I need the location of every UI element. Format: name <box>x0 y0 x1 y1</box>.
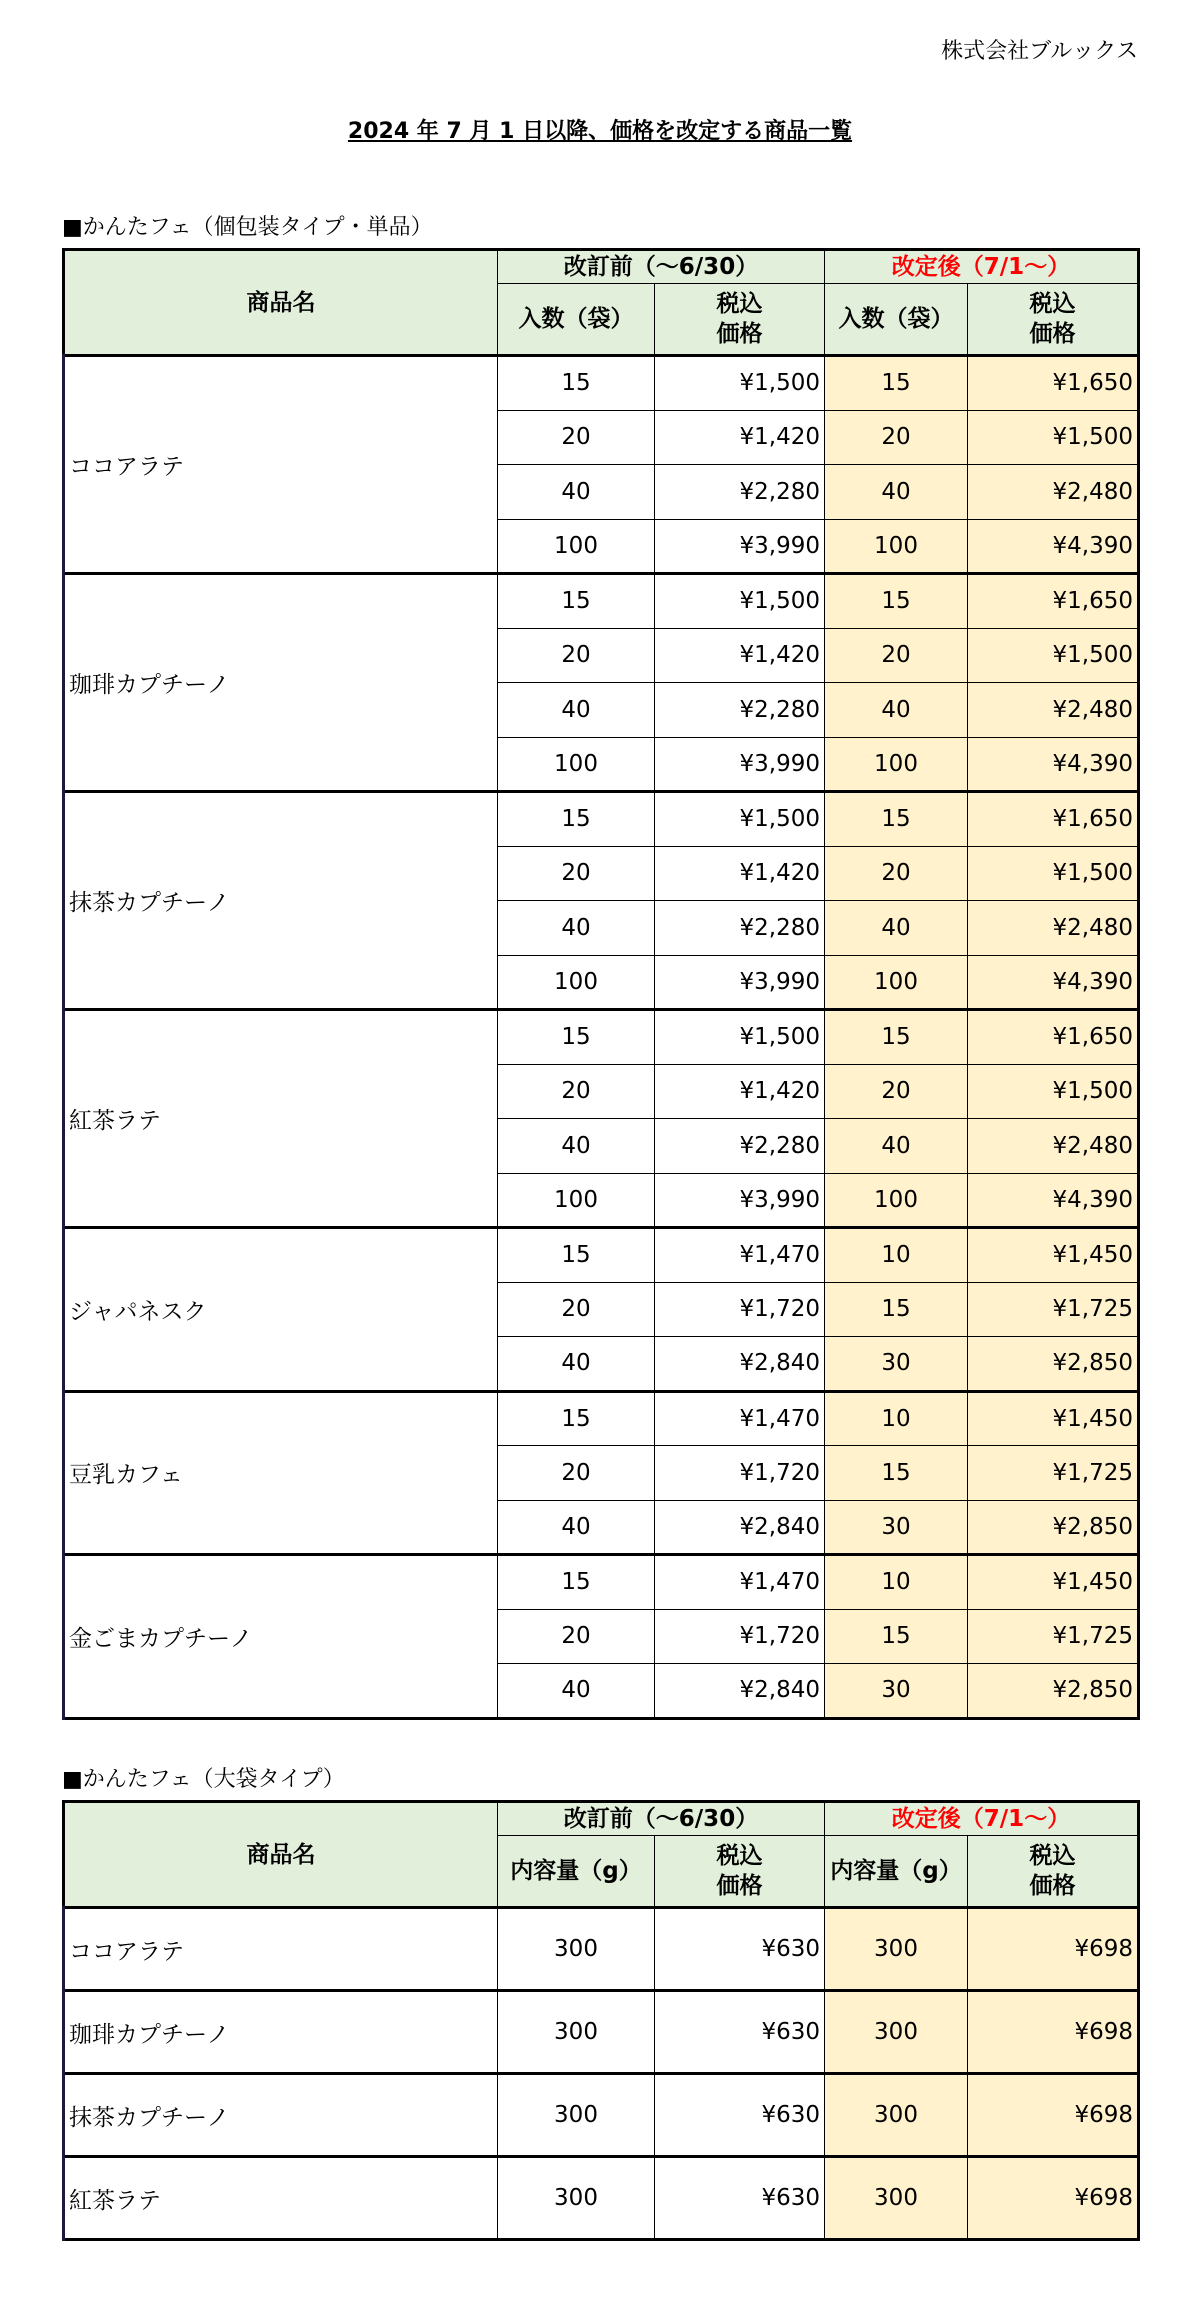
product-name: 豆乳カフェ <box>64 1391 498 1555</box>
before-price: ¥630 <box>655 2074 825 2157</box>
after-qty: 100 <box>825 737 968 792</box>
product-name: 紅茶ラテ <box>64 2157 498 2240</box>
after-qty: 15 <box>825 1609 968 1664</box>
after-qty: 30 <box>825 1664 968 1719</box>
after-qty: 20 <box>825 1064 968 1119</box>
after-price: ¥1,500 <box>968 1064 1139 1119</box>
after-qty: 20 <box>825 846 968 901</box>
after-qty: 40 <box>825 1119 968 1174</box>
after-price: ¥4,390 <box>968 955 1139 1010</box>
after-qty: 20 <box>825 628 968 683</box>
after-qty: 40 <box>825 683 968 738</box>
before-qty: 100 <box>498 955 655 1010</box>
after-price: ¥1,650 <box>968 1010 1139 1065</box>
section2-title: ■かんたフェ（大袋タイプ） <box>62 1767 345 1792</box>
company-name: 株式会社ブルックス <box>941 39 1138 64</box>
before-qty: 15 <box>498 1555 655 1610</box>
header-before-qty: 入数（袋） <box>498 284 655 356</box>
header-product-name: 商品名 <box>64 250 498 356</box>
after-price: ¥2,850 <box>968 1500 1139 1555</box>
table-row <box>64 1555 1139 1610</box>
before-price: ¥2,840 <box>655 1664 825 1719</box>
table-row <box>64 574 1139 629</box>
before-qty: 100 <box>498 737 655 792</box>
header-after-qty: 入数（袋） <box>825 284 968 356</box>
before-qty: 20 <box>498 628 655 683</box>
before-qty: 40 <box>498 1337 655 1392</box>
table-row <box>64 792 1139 847</box>
table-row <box>64 1228 1139 1283</box>
product-name: ココアラテ <box>64 1908 498 1991</box>
before-price: ¥3,990 <box>655 519 825 574</box>
after-qty: 15 <box>825 792 968 847</box>
after-qty: 15 <box>825 1446 968 1501</box>
after-price: ¥2,850 <box>968 1664 1139 1719</box>
product-name: 珈琲カプチーノ <box>64 574 498 792</box>
before-qty: 15 <box>498 1010 655 1065</box>
before-qty: 15 <box>498 356 655 411</box>
table-row <box>64 356 1139 411</box>
before-qty: 15 <box>498 1391 655 1446</box>
before-qty: 40 <box>498 465 655 520</box>
header-before-qty: 内容量（g） <box>498 1836 655 1908</box>
header-after-price: 税込 価格 <box>968 284 1139 356</box>
before-price: ¥3,990 <box>655 1173 825 1228</box>
before-price: ¥3,990 <box>655 955 825 1010</box>
after-qty: 40 <box>825 465 968 520</box>
after-price: ¥1,500 <box>968 628 1139 683</box>
after-qty: 15 <box>825 1010 968 1065</box>
document-title: 2024 年 7 月 1 日以降、価格を改定する商品一覧 <box>347 119 853 144</box>
before-qty: 40 <box>498 901 655 956</box>
before-qty: 40 <box>498 683 655 738</box>
after-qty: 30 <box>825 1500 968 1555</box>
header-before-price: 税込 価格 <box>655 1836 825 1908</box>
after-price: ¥1,725 <box>968 1282 1139 1337</box>
after-price: ¥2,480 <box>968 1119 1139 1174</box>
after-price: ¥2,480 <box>968 683 1139 738</box>
section1-title: ■かんたフェ（個包装タイプ・単品） <box>62 215 433 240</box>
after-qty: 10 <box>825 1555 968 1610</box>
after-qty: 300 <box>825 2157 968 2240</box>
before-price: ¥1,420 <box>655 410 825 465</box>
product-name: 金ごまカプチーノ <box>64 1555 498 1719</box>
price-table-individual <box>62 248 1140 1720</box>
table-row <box>64 1908 1139 1991</box>
before-qty: 100 <box>498 1173 655 1228</box>
table-row <box>64 1391 1139 1446</box>
after-price: ¥2,480 <box>968 465 1139 520</box>
after-qty: 100 <box>825 519 968 574</box>
before-price: ¥3,990 <box>655 737 825 792</box>
header-before: 改訂前（〜6/30） <box>498 250 825 284</box>
product-name: 抹茶カプチーノ <box>64 792 498 1010</box>
before-qty: 20 <box>498 410 655 465</box>
after-price: ¥1,650 <box>968 574 1139 629</box>
after-qty: 100 <box>825 1173 968 1228</box>
after-qty: 300 <box>825 2074 968 2157</box>
product-name: 紅茶ラテ <box>64 1010 498 1228</box>
after-price: ¥2,850 <box>968 1337 1139 1392</box>
before-qty: 15 <box>498 1228 655 1283</box>
table-row <box>64 1010 1139 1065</box>
before-price: ¥1,720 <box>655 1282 825 1337</box>
before-qty: 100 <box>498 519 655 574</box>
after-price: ¥1,450 <box>968 1555 1139 1610</box>
before-qty: 40 <box>498 1119 655 1174</box>
before-qty: 300 <box>498 2074 655 2157</box>
table-row <box>64 1991 1139 2074</box>
before-price: ¥1,470 <box>655 1228 825 1283</box>
after-price: ¥698 <box>968 1991 1139 2074</box>
before-price: ¥2,280 <box>655 465 825 520</box>
after-price: ¥1,650 <box>968 356 1139 411</box>
after-price: ¥4,390 <box>968 737 1139 792</box>
before-price: ¥1,500 <box>655 574 825 629</box>
before-price: ¥1,470 <box>655 1391 825 1446</box>
before-qty: 20 <box>498 1282 655 1337</box>
before-price: ¥1,470 <box>655 1555 825 1610</box>
after-qty: 20 <box>825 410 968 465</box>
before-qty: 15 <box>498 792 655 847</box>
before-price: ¥2,280 <box>655 1119 825 1174</box>
after-price: ¥1,725 <box>968 1609 1139 1664</box>
header-after: 改定後（7/1〜） <box>825 1802 1139 1836</box>
before-price: ¥1,500 <box>655 1010 825 1065</box>
before-price: ¥1,720 <box>655 1446 825 1501</box>
header-after-qty: 内容量（g） <box>825 1836 968 1908</box>
before-qty: 300 <box>498 2157 655 2240</box>
before-price: ¥1,500 <box>655 792 825 847</box>
before-price: ¥1,420 <box>655 1064 825 1119</box>
before-price: ¥2,840 <box>655 1500 825 1555</box>
before-qty: 20 <box>498 1064 655 1119</box>
before-qty: 300 <box>498 1991 655 2074</box>
before-price: ¥630 <box>655 1991 825 2074</box>
header-before: 改訂前（〜6/30） <box>498 1802 825 1836</box>
before-price: ¥2,840 <box>655 1337 825 1392</box>
before-qty: 20 <box>498 1446 655 1501</box>
after-price: ¥1,450 <box>968 1228 1139 1283</box>
product-name: 抹茶カプチーノ <box>64 2074 498 2157</box>
product-name: 珈琲カプチーノ <box>64 1991 498 2074</box>
header-product-name: 商品名 <box>64 1802 498 1908</box>
before-qty: 40 <box>498 1500 655 1555</box>
after-qty: 10 <box>825 1391 968 1446</box>
after-qty: 15 <box>825 1282 968 1337</box>
after-price: ¥698 <box>968 2157 1139 2240</box>
after-price: ¥698 <box>968 1908 1139 1991</box>
before-price: ¥630 <box>655 2157 825 2240</box>
after-price: ¥1,725 <box>968 1446 1139 1501</box>
after-price: ¥4,390 <box>968 1173 1139 1228</box>
after-price: ¥2,480 <box>968 901 1139 956</box>
after-qty: 300 <box>825 1908 968 1991</box>
before-price: ¥2,280 <box>655 901 825 956</box>
header-after: 改定後（7/1〜） <box>825 250 1139 284</box>
before-qty: 40 <box>498 1664 655 1719</box>
after-price: ¥1,500 <box>968 846 1139 901</box>
before-qty: 20 <box>498 1609 655 1664</box>
after-qty: 15 <box>825 574 968 629</box>
product-name: ココアラテ <box>64 356 498 574</box>
price-table-large-bag <box>62 1800 1140 2241</box>
before-price: ¥1,420 <box>655 628 825 683</box>
before-price: ¥1,720 <box>655 1609 825 1664</box>
before-price: ¥630 <box>655 1908 825 1991</box>
after-price: ¥1,450 <box>968 1391 1139 1446</box>
before-qty: 300 <box>498 1908 655 1991</box>
after-qty: 100 <box>825 955 968 1010</box>
table-row <box>64 2074 1139 2157</box>
header-after-price: 税込 価格 <box>968 1836 1139 1908</box>
after-qty: 10 <box>825 1228 968 1283</box>
header-before-price: 税込 価格 <box>655 284 825 356</box>
after-price: ¥1,500 <box>968 410 1139 465</box>
after-price: ¥1,650 <box>968 792 1139 847</box>
before-price: ¥1,420 <box>655 846 825 901</box>
after-qty: 40 <box>825 901 968 956</box>
table-row <box>64 2157 1139 2240</box>
after-qty: 15 <box>825 356 968 411</box>
after-qty: 300 <box>825 1991 968 2074</box>
product-name: ジャパネスク <box>64 1228 498 1392</box>
before-qty: 15 <box>498 574 655 629</box>
after-price: ¥698 <box>968 2074 1139 2157</box>
before-price: ¥2,280 <box>655 683 825 738</box>
before-qty: 20 <box>498 846 655 901</box>
after-price: ¥4,390 <box>968 519 1139 574</box>
after-qty: 30 <box>825 1337 968 1392</box>
before-price: ¥1,500 <box>655 356 825 411</box>
